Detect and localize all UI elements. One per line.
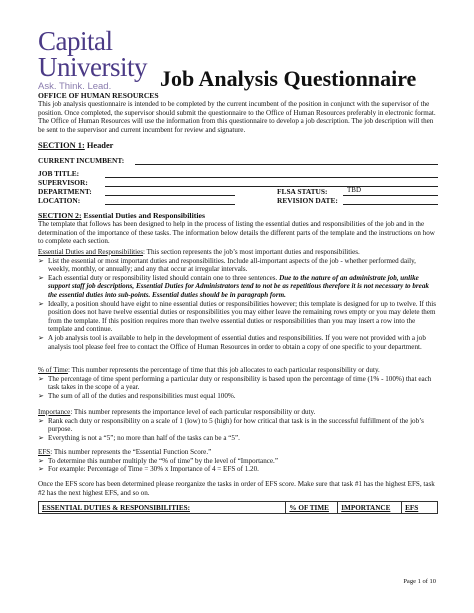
pct-bullet-1 [38, 375, 438, 392]
efs-heading-desc: : This number represents the “Essential Function Score.” [50, 448, 212, 456]
edr-bullet-2-emphasis: Due to the nature of an administrate job, unlike support staff job descriptions, Essential Duties for Administrators tend to not be as repetitious therefore it is not necessary to break the essential duties into sub-points. Essential duties should be in paragraph form. [48, 273, 429, 299]
job-title-field[interactable] [105, 177, 438, 178]
col-percent-time: % OF TIME [286, 502, 338, 514]
col-essential-duties: ESSENTIAL DUTIES & RESPONSIBILITIES: [39, 502, 286, 514]
importance-block [38, 408, 438, 442]
edr-block [38, 248, 438, 351]
flsa-status-label: FLSA STATUS: [277, 187, 328, 196]
revision-date-label: REVISION DATE: [277, 196, 338, 205]
pct-heading-line [38, 366, 438, 375]
importance-heading-line [38, 408, 438, 417]
job-title-label: JOB TITLE: [38, 169, 80, 178]
edr-bullet-2 [38, 274, 438, 300]
arrow-bullet-icon: ➢ [38, 273, 44, 282]
edr-heading-line [38, 248, 438, 257]
supervisor-field[interactable] [105, 186, 438, 187]
importance-heading-desc: : This number represents the importance level of each particular responsibility or duty. [70, 408, 316, 416]
section1-label: SECTION 1: [38, 141, 85, 150]
edr-bullet-1-text: List the essential or most important duties and responsibilities. Include all-important aspects of the job - whether performed daily, weekly, monthly, or annually; and any that occur at irregular intervals. [48, 256, 416, 274]
location-label: LOCATION: [38, 196, 81, 205]
logo-line1: Capital [38, 26, 113, 56]
arrow-bullet-icon: ➢ [38, 333, 44, 342]
section2-heading [38, 211, 205, 220]
edr-bullet-1 [38, 257, 438, 274]
efs-bullet-2 [38, 465, 438, 474]
edr-bullet-3 [38, 300, 438, 334]
efs-block [38, 448, 438, 474]
pct-heading: % of Time [38, 366, 68, 374]
edr-bullet-3-text: Ideally, a position should have eight to nine essential duties or responsibilities however; this template is designed for up to twelve. If this position does not have twelve essential duties or responsibilities you may either leave the remaining rows empty or you may delete them from the template. If this position requires more than twelve essential duties or responsibilities than you may insert a row into the template and continue. [48, 299, 437, 334]
efs-heading: EFS [38, 448, 51, 456]
efs-heading-line [38, 448, 438, 457]
edr-heading: Essential Duties and Responsibilities [38, 248, 144, 256]
current-incumbent-field[interactable] [135, 164, 438, 165]
flsa-status-field[interactable] [343, 195, 438, 196]
intro-paragraph: This job analysis questionnaire is intended to be completed by the current incumbent of the position in conjunct with the supervisor of the position. Once completed, the supervisor should submit the questionnaire to the Office of Human Resources preferably in electronic format. The Office of Human Resources will use the information from this questionnaire to develop a job description. The job description will then be sent to the supervisor and current incumbent for review and signature. [38, 100, 436, 134]
arrow-bullet-icon: ➢ [38, 465, 44, 474]
efs-bullet-1-text: To determine this number multiply the “% of time” by the level of “Importance.” [48, 456, 278, 465]
pct-block [38, 366, 438, 400]
section1-heading [38, 141, 113, 150]
department-label: DEPARTMENT: [38, 187, 92, 196]
importance-bullet-2 [38, 434, 438, 443]
revision-date-field[interactable] [343, 204, 438, 205]
location-field[interactable] [105, 204, 235, 205]
importance-heading: Importance [38, 408, 71, 416]
arrow-bullet-icon: ➢ [38, 256, 44, 265]
edr-bullet-4 [38, 334, 438, 351]
supervisor-label: SUPERVISOR: [38, 178, 88, 187]
arrow-bullet-icon: ➢ [38, 416, 44, 425]
arrow-bullet-icon: ➢ [38, 391, 44, 400]
current-incumbent-label: CURRENT INCUMBENT: [38, 156, 125, 165]
pct-bullet-2 [38, 392, 438, 401]
office-name: OFFICE OF HUMAN RESOURCES [38, 91, 159, 100]
edr-bullet-4-text: A job analysis tool is available to help in the development of essential duties and responsibilities. If you were not provided with a job analysis tool please feel free to contact the Office of Human Resources in order to obtain a copy of one specific to your department. [48, 333, 426, 351]
efs-bullet-1 [38, 457, 438, 466]
arrow-bullet-icon: ➢ [38, 433, 44, 442]
section2-intro: The template that follows has been designed to help in the process of listing the essential duties and responsibilities of the job and in the determination of the importance of these tasks. The information below details the different parts of the template and the instructions on how to complete each section. [38, 220, 435, 246]
arrow-bullet-icon: ➢ [38, 456, 44, 465]
flsa-status-value: TBD [347, 186, 361, 194]
department-field[interactable] [105, 195, 235, 196]
logo-tagline: Ask. Think. Lead. [38, 81, 112, 92]
importance-bullet-2-text: Everything is not a “5”; no more than half of the tasks can be a “5”. [48, 433, 240, 442]
edr-heading-desc: : This section represents the job’s most important duties and responsibilities. [143, 248, 360, 256]
arrow-bullet-icon: ➢ [38, 374, 44, 383]
duties-table-header [38, 501, 438, 514]
efs-bullet-2-text: For example: Percentage of Time = 30% x Importance of 4 = EFS of 1.20. [48, 465, 259, 474]
document-title: Job Analysis Questionnaire [160, 66, 417, 91]
section2-label: SECTION 2: [38, 211, 82, 220]
arrow-bullet-icon: ➢ [38, 299, 44, 308]
col-importance: IMPORTANCE [338, 502, 402, 514]
importance-bullet-1-text: Rank each duty or responsibility on a scale of 1 (low) to 5 (high) for how critical that task is in the successful fulfillment of the job’s purpose. [48, 416, 424, 434]
section1-title: Header [86, 141, 114, 150]
logo-line2: University [38, 52, 147, 82]
capital-university-logo [38, 28, 158, 92]
page-number: Page 1 of 10 [403, 578, 436, 585]
col-efs: EFS [402, 502, 438, 514]
pct-heading-desc: : This number represents the percentage of time that this job allocates to each particular responsibility or duty. [67, 366, 380, 374]
importance-bullet-1 [38, 417, 438, 434]
edr-bullet-2-text: Each essential duty or responsibility listed should contain one to three sentences. [48, 273, 278, 282]
closing-paragraph: Once the EFS score has been determined please reorganize the tasks in order of EFS score. Make sure that task #1 has the highest EFS, task #2 has the next highest EFS, and so on. [38, 480, 435, 497]
section2-title: Essential Duties and Responsibilities [83, 211, 206, 220]
pct-bullet-1-text: The percentage of time spent performing a particular duty or responsibility is based upon the percentage of time (1% - 100%) that each task takes in the scope of a year. [48, 374, 432, 392]
pct-bullet-2-text: The sum of all of the duties and responsibilities must equal 100%. [48, 391, 236, 400]
